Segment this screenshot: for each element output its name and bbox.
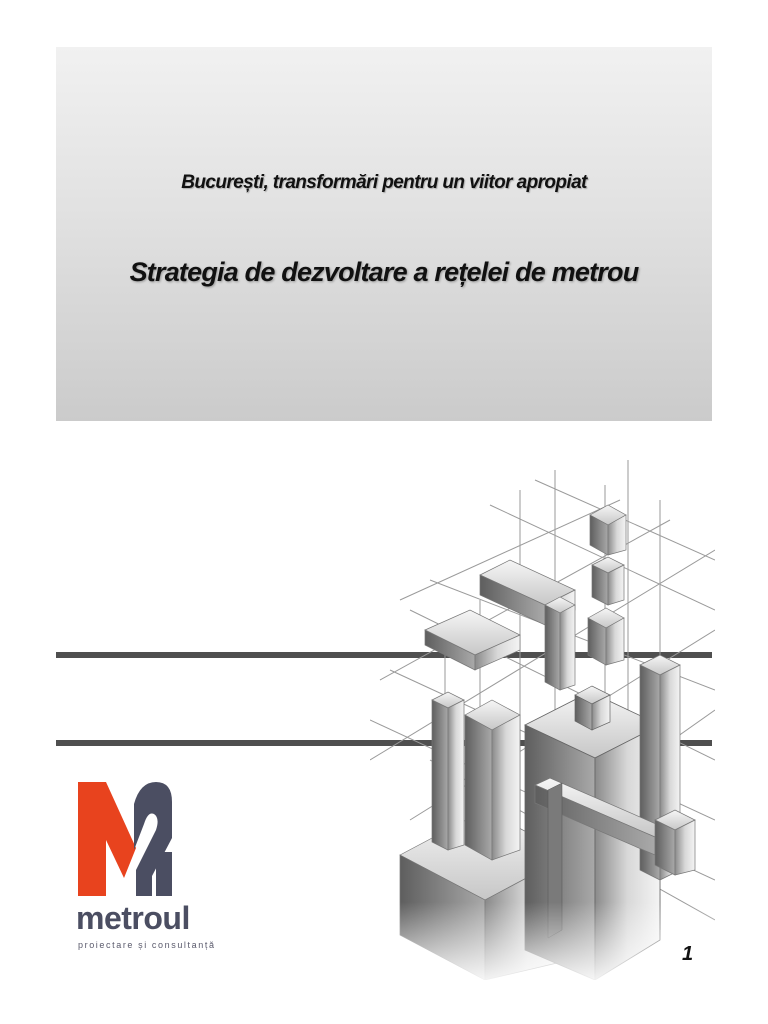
page-number: 1 <box>682 943 694 965</box>
logo-tagline: proiectare și consultanță <box>78 940 216 950</box>
title-panel <box>56 47 712 421</box>
abstract-buildings-illustration <box>370 460 715 980</box>
slide-title: Strategia de dezvoltare a rețelei de metrou <box>129 257 639 287</box>
slide-subtitle: București, transformări pentru un viitor apropiat <box>181 172 587 193</box>
logo-wordmark: metroul <box>76 900 190 936</box>
